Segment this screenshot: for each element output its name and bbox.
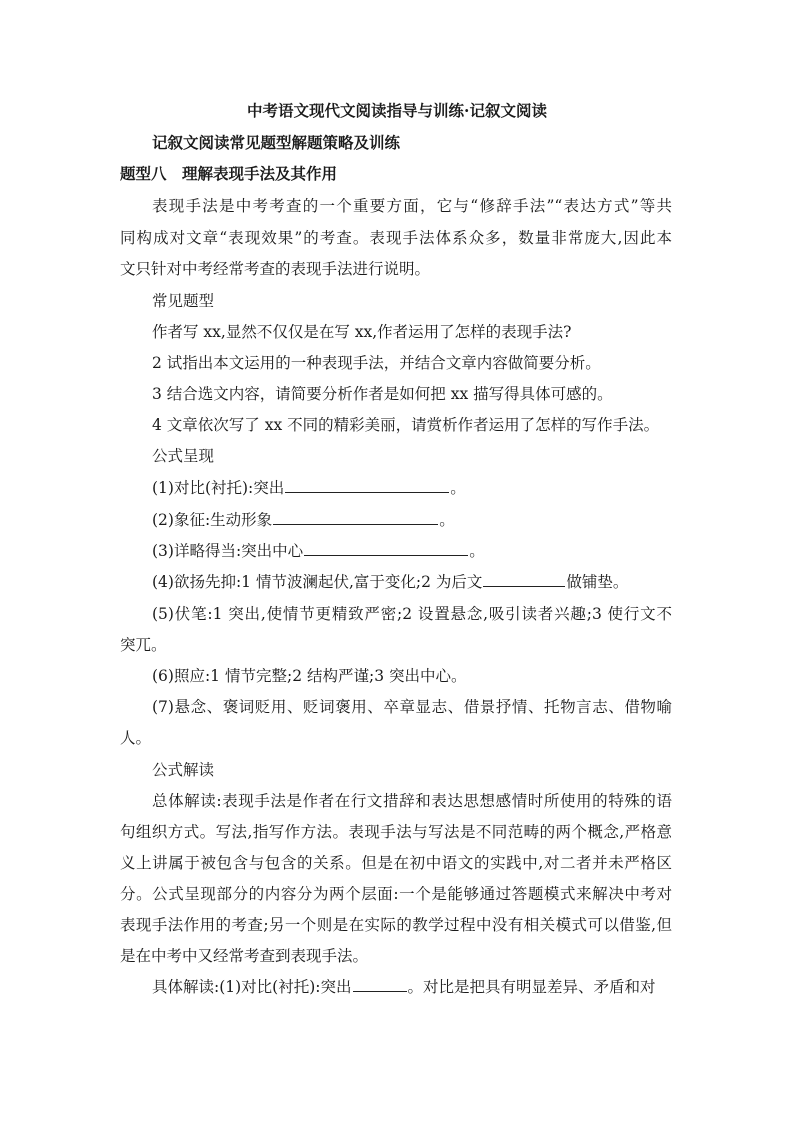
formula-item-5-line-1: (5)伏笔:1 突出,使情节更精致严密;2 设置悬念,吸引读者兴趣;3 使行文不 xyxy=(152,605,672,623)
formula-3-text: (3)详略得当:突出中心 xyxy=(152,542,304,560)
formula-item-5-line-2: 突兀。 xyxy=(120,636,167,654)
specific-text: 具体解读:(1)对比(衬托):突出 xyxy=(152,978,352,996)
overall-line-6: 是在中考中又经常考查到表现手法。 xyxy=(120,947,369,965)
specific-interpretation-line xyxy=(152,977,656,997)
formula-heading: 公式呈现 xyxy=(152,447,215,465)
formula-item-7-line-1: (7)悬念、褒词贬用、贬词褒用、卒章显志、借景抒情、托物言志、借物喻 xyxy=(152,698,672,716)
overall-line-5: 表现手法作用的考查;另一个则是在实际的教学过程中没有相关模式可以借鉴,但 xyxy=(120,916,672,934)
answer-blank xyxy=(285,478,449,493)
question-type-4: 4 文章依次写了 xx 不同的精彩美丽，请赏析作者运用了怎样的写作手法。 xyxy=(152,416,660,434)
overall-line-3: 义上讲属于被包含与包含的关系。但是在初中语文的实践中,对二者并未严格区 xyxy=(120,854,672,872)
formula-2-text: (2)象征:生动形象 xyxy=(152,511,273,529)
common-types-heading: 常见题型 xyxy=(152,292,215,310)
formula-item-4 xyxy=(152,572,628,592)
formula-item-6: (6)照应:1 情节完整;2 结构严谨;3 突出中心。 xyxy=(152,667,467,685)
answer-blank xyxy=(483,572,565,587)
question-type-1: 作者写 xx,显然不仅仅是在写 xx,作者运用了怎样的表现手法? xyxy=(152,323,572,341)
formula-item-3 xyxy=(152,541,485,561)
answer-blank xyxy=(273,510,438,525)
overall-line-1: 总体解读:表现手法是作者在行文措辞和表达思想感情时所使用的特殊的语 xyxy=(152,792,672,810)
formula-1-text: (1)对比(衬托):突出 xyxy=(152,479,285,497)
formula-1-end: 。 xyxy=(450,479,466,497)
formula-item-2 xyxy=(152,510,455,530)
interpretation-heading: 公式解读 xyxy=(152,761,215,779)
intro-line-1: 表现手法是中考考查的一个重要方面，它与“修辞手法”“表达方式”等共 xyxy=(152,197,672,215)
formula-2-end: 。 xyxy=(439,511,455,529)
specific-text-end: 。对比是把具有明显差异、矛盾和对 xyxy=(407,978,656,996)
intro-line-3: 文只针对中考经常考查的表现手法进行说明。 xyxy=(120,260,431,278)
section-heading: 题型八 理解表现手法及其作用 xyxy=(120,164,338,183)
question-type-2: 2 试指出本文运用的一种表现手法，并结合文章内容做简要分析。 xyxy=(152,354,601,372)
document-subtitle: 记叙文阅读常见题型解题策略及训练 xyxy=(152,133,401,152)
answer-blank xyxy=(304,541,468,556)
answer-blank xyxy=(353,977,407,992)
intro-line-2: 同构成对文章“表现效果”的考查。表现手法体系众多，数量非常庞大,因此本 xyxy=(120,229,672,247)
document-title: 中考语文现代文阅读指导与训练·记叙文阅读 xyxy=(247,101,547,120)
formula-4-end: 做铺垫。 xyxy=(566,573,629,591)
question-type-3: 3 结合选文内容，请简要分析作者是如何把 xx 描写得具体可感的。 xyxy=(152,385,613,403)
formula-item-1 xyxy=(152,478,466,498)
formula-4-text: (4)欲扬先抑:1 情节波澜起伏,富于变化;2 为后文 xyxy=(152,573,483,591)
formula-3-end: 。 xyxy=(469,542,485,560)
formula-item-7-line-2: 人。 xyxy=(120,729,152,747)
overall-line-2: 句组织方式。写法,指写作方法。表现手法与写法是不同范畴的两个概念,严格意 xyxy=(120,823,672,841)
overall-line-4: 分。公式呈现部分的内容分为两个层面:一个是能够通过答题模式来解决中考对 xyxy=(120,885,672,903)
